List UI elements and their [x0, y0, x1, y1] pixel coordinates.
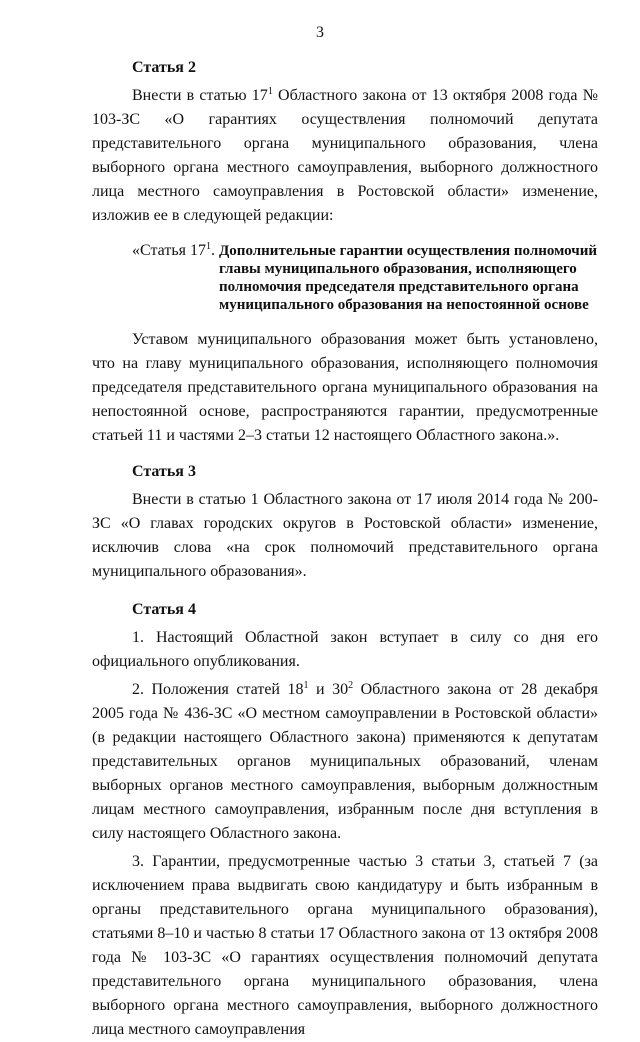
article-4-item-2-part1: 2. Положения статей 18: [132, 681, 304, 698]
article-4-item-2-superscript-2: 2: [348, 680, 354, 691]
article-4-item-2-superscript-1: 1: [303, 680, 309, 691]
page-number: 3: [316, 24, 324, 41]
article-17-1-lead-superscript: 1: [205, 241, 211, 252]
article-2-intro-part2: Областного закона от 13 октября 2008 года № 103-ЗС «О гарантиях осуществления полномочий депутата представительного органа муниципального образования, члена выборного органа местного самоуправления, выборного должностного лица местного самоуправления в Ростовской области» изменение, изложив ее в следующей редакции:: [92, 87, 598, 224]
article-17-1-lead-dot: .: [210, 242, 215, 259]
article-17-1-title-text: Дополнительные гарантии осуществления полномочий главы муниципального образования, исполняющего полномочия председателя представительного органа муниципального образования на непостоянной основе: [218, 243, 597, 313]
article-4-item-1: 1. Настоящий Областной закон вступает в силу со дня его официального опубликования.: [92, 629, 598, 670]
article-4-item-3: 3. Гарантии, предусмотренные частью 3 статьи 3, статьей 7 (за исключением права выдвигать свою кандидатуру и быть избранным в органы представительного органа муниципального образования), статьями 8–10 и частью 8 статьи 17 Областного закона от 13 октября 2008 года № 103-ЗС «О гарантиях осуществления полномочий депутата представительного органа муниципального образования, члена выборного органа местного самоуправления, выборного должностного лица местного самоуправления: [92, 853, 598, 1038]
document-body: [92, 52, 598, 1042]
article-4-item-2-part3: Областного закона от 28 декабря 2005 года № 436-ЗС «О местном самоуправлении в Ростовской области» (в редакции настоящего Областного закона) применяются к депутатам представительных органов муниципальных образований, членам выборных органов местного самоуправления, выборным должностным лицам местного самоуправления, избранным после дня вступления в силу настоящего Областного закона.: [92, 681, 599, 842]
article-3-body: Внести в статью 1 Областного закона от 17 июля 2014 года № 200-ЗС «О главах городских округов в Ростовской области» изменение, исключив слова «на срок полномочий представительного органа муниципального образования».: [92, 491, 598, 580]
article-4-item-2-part2: и 30: [308, 681, 349, 698]
article-2-heading: Статья 2: [132, 59, 196, 76]
article-17-1-body: Уставом муниципального образования может быть установлено, что на главу муниципального образования, исполняющего полномочия председателя представительного органа муниципального образования на непостоянной основе, распространяются гарантии, предусмотренные статьей 11 и частями 2–3 статьи 12 настоящего Областного закона.».: [92, 331, 598, 444]
article-17-1-title: [92, 242, 598, 314]
article-2-intro-part1: Внести в статью 17: [132, 87, 268, 104]
article-17-1-lead-text: «Статья 17: [132, 242, 206, 259]
article-2-intro: [92, 84, 598, 228]
article-3-heading: Статья 3: [132, 463, 196, 480]
article-2-intro-superscript: 1: [267, 86, 273, 97]
article-4-heading: Статья 4: [132, 601, 196, 618]
article-4-item-2: [92, 678, 598, 846]
article-17-1-lead: [132, 242, 219, 260]
